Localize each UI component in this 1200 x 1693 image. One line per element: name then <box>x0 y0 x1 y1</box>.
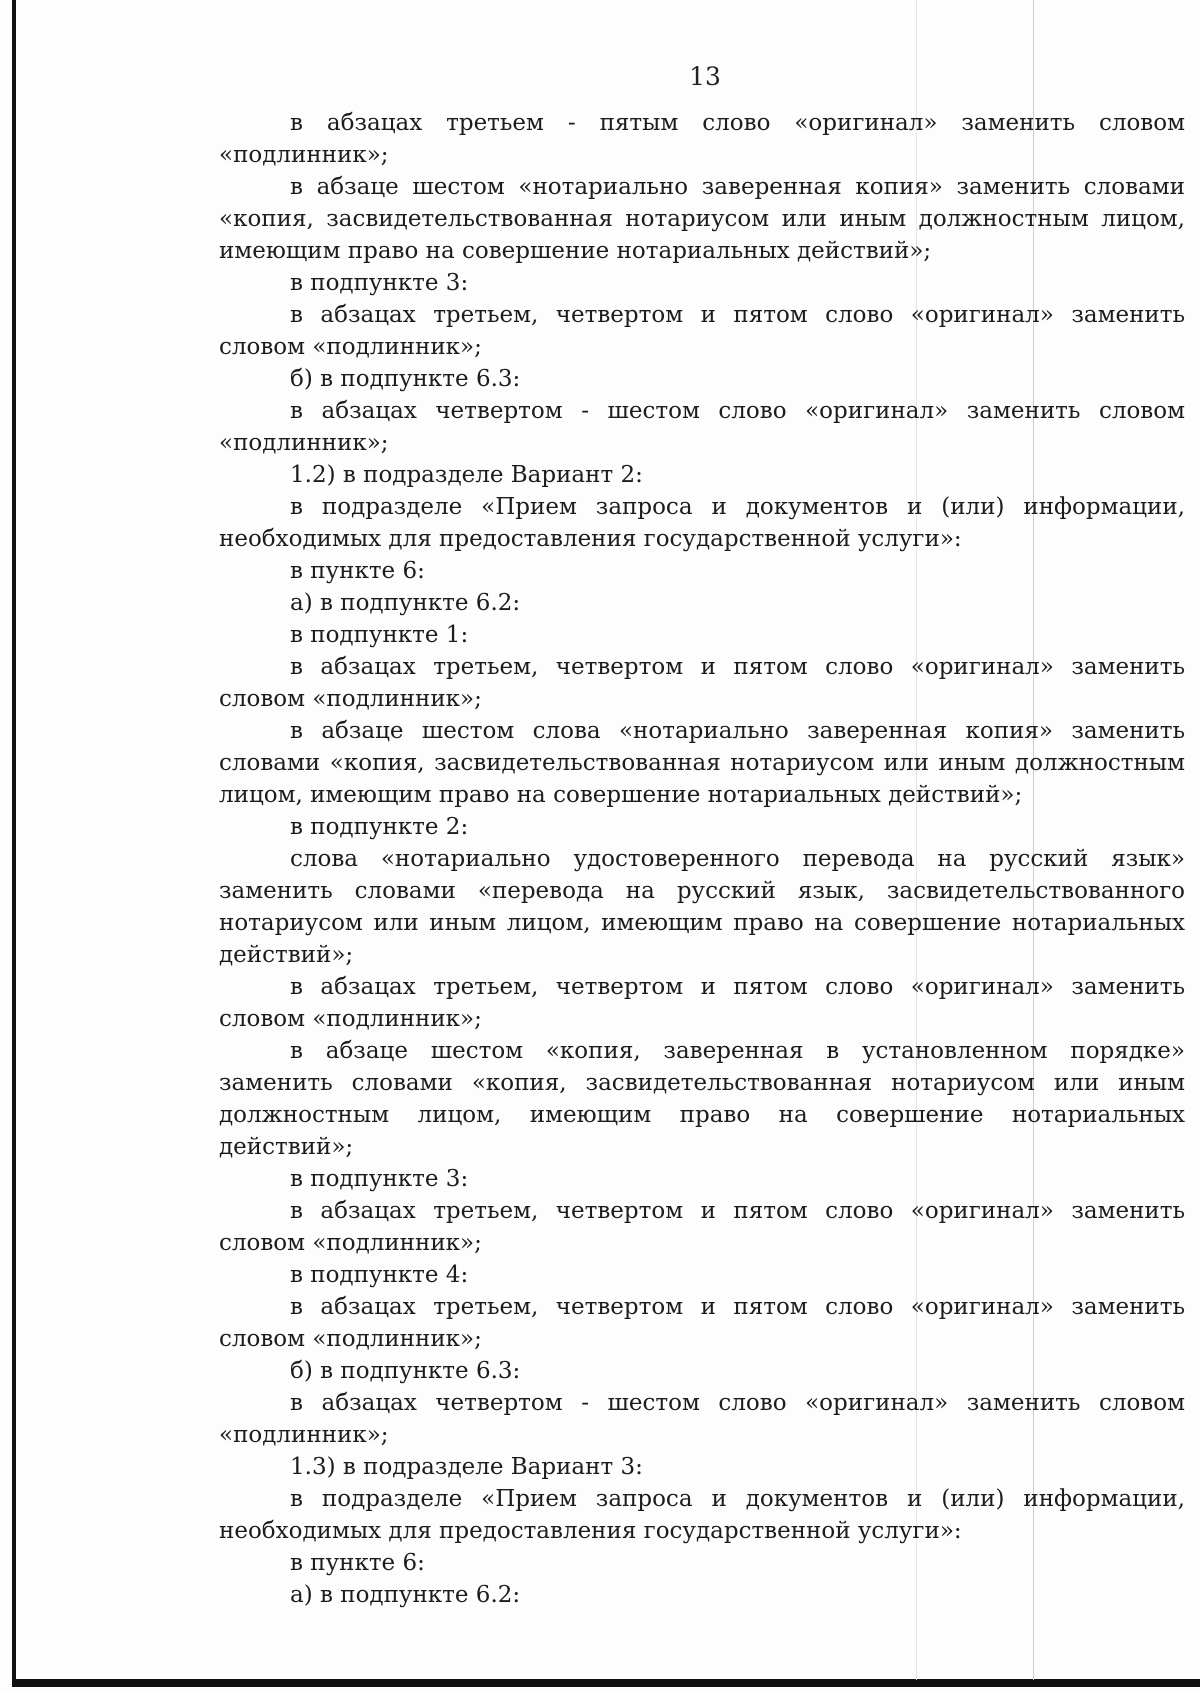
paragraph: в пункте 6: <box>290 1550 425 1576</box>
paragraph: в абзаце шестом слова «нотариально заверенная копия» заменить словами «копия, засвидетельствованная нотариусом или иным должностным лицом, имеющим право на совершение нотариальных действий»; <box>219 718 1185 808</box>
paragraph: слова «нотариально удостоверенного перевода на русский язык» заменить словами «перевода на русский язык, засвидетельствованного нотариусом или иным лицом, имеющим право на совершение нотариальных действий»; <box>219 846 1185 968</box>
paragraph: в подпункте 2: <box>290 814 469 840</box>
paragraph: в подпункте 3: <box>290 1166 469 1192</box>
paragraph: 1.3) в подразделе Вариант 3: <box>290 1454 643 1480</box>
paragraph: в абзацах четвертом - шестом слово «оригинал» заменить словом «подлинник»; <box>219 1390 1185 1448</box>
scan-border-left <box>12 0 16 1685</box>
paragraph: в подпункте 3: <box>290 270 469 296</box>
scan-border-bottom <box>12 1679 1200 1687</box>
paragraph: в подпункте 4: <box>290 1262 469 1288</box>
paragraph: в абзацах третьем, четвертом и пятом слово «оригинал» заменить словом «подлинник»; <box>219 1198 1185 1256</box>
paragraph: в абзацах третьем, четвертом и пятом слово «оригинал» заменить словом «подлинник»; <box>219 654 1185 712</box>
paragraph: в подразделе «Прием запроса и документов и (или) информации, необходимых для предоставления государственной услуги»: <box>219 1486 1185 1544</box>
paragraph: в абзацах третьем, четвертом и пятом слово «оригинал» заменить словом «подлинник»; <box>219 974 1185 1032</box>
paragraph: в абзаце шестом «нотариально заверенная копия» заменить словами «копия, засвидетельствованная нотариусом или иным должностным лицом, имеющим право на совершение нотариальных действий»; <box>219 174 1185 264</box>
paragraph: в абзацах третьем - пятым слово «оригинал» заменить словом «подлинник»; <box>219 110 1185 168</box>
paragraph: в абзацах третьем, четвертом и пятом слово «оригинал» заменить словом «подлинник»; <box>219 302 1185 360</box>
paragraph: 1.2) в подразделе Вариант 2: <box>290 462 643 488</box>
paragraph: б) в подпункте 6.3: <box>290 1358 521 1384</box>
document-body <box>219 107 1185 1611</box>
paragraph: а) в подпункте 6.2: <box>290 590 521 616</box>
paragraph: в абзаце шестом «копия, заверенная в установленном порядке» заменить словами «копия, засвидетельствованная нотариусом или иным должностным лицом, имеющим право на совершение нотариальных действий»; <box>219 1038 1185 1160</box>
paragraph: в пункте 6: <box>290 558 425 584</box>
page-number: 13 <box>689 62 721 91</box>
paragraph: а) в подпункте 6.2: <box>290 1582 521 1608</box>
paragraph: в подразделе «Прием запроса и документов и (или) информации, необходимых для предоставления государственной услуги»: <box>219 494 1185 552</box>
paragraph: в подпункте 1: <box>290 622 469 648</box>
paragraph: б) в подпункте 6.3: <box>290 366 521 392</box>
paragraph: в абзацах третьем, четвертом и пятом слово «оригинал» заменить словом «подлинник»; <box>219 1294 1185 1352</box>
paragraph: в абзацах четвертом - шестом слово «оригинал» заменить словом «подлинник»; <box>219 398 1185 456</box>
